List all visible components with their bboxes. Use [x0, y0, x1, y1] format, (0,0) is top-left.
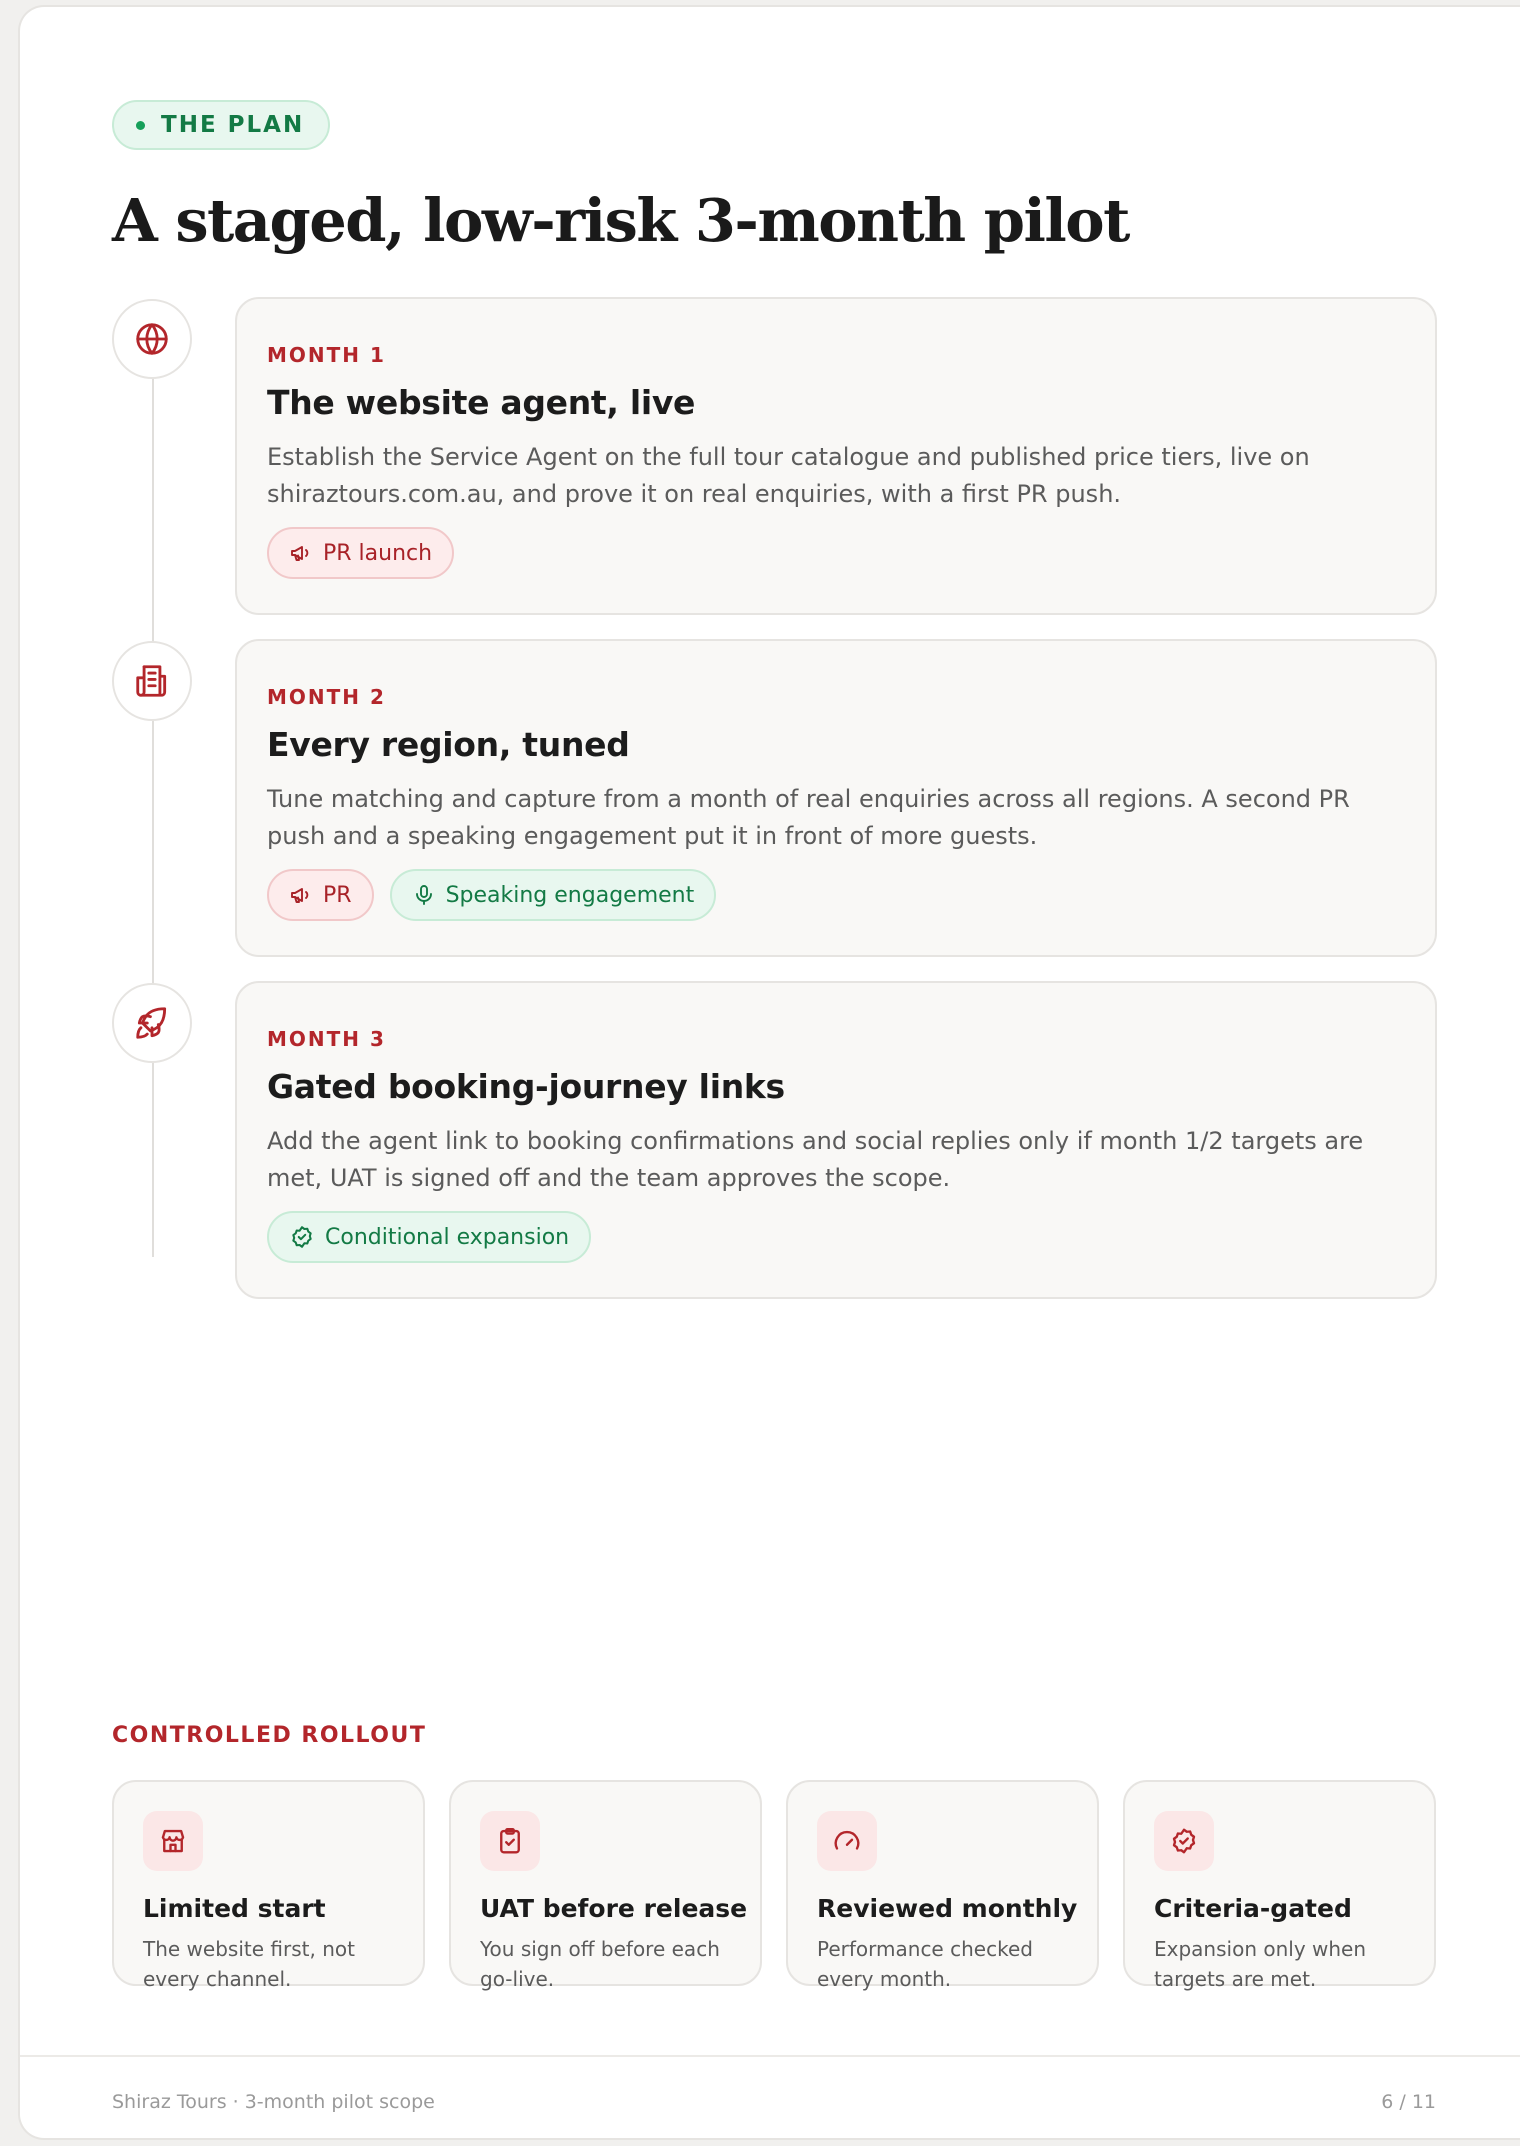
page-number: 6 / 11 — [1381, 2091, 1436, 2113]
globe-icon — [112, 299, 192, 379]
chip-speaking-engagement — [390, 869, 717, 921]
chip-pr — [267, 869, 374, 921]
month-title: Gated booking-journey links — [267, 1067, 785, 1106]
timeline-connector — [152, 337, 154, 1257]
month-title: Every region, tuned — [267, 725, 630, 764]
microphone-icon — [412, 883, 436, 907]
rollout-card-uat — [449, 1780, 762, 1991]
rollout-title: UAT before release — [480, 1894, 748, 1923]
rollout-description: Performance checked every month. — [817, 1937, 1033, 1991]
chip-label: PR launch — [323, 540, 433, 566]
month-card-1 — [235, 297, 1437, 615]
megaphone-icon — [289, 883, 313, 907]
clipboard-check-icon — [480, 1811, 540, 1871]
month-description: Tune matching and capture from a month of real enquiries across all regions. A second PR push and a speaking engagement put it in front of more guests. — [267, 785, 1350, 850]
check-badge-icon — [289, 1224, 315, 1250]
month-chips — [267, 1211, 591, 1263]
rollout-title: Criteria-gated — [1154, 1894, 1352, 1923]
rollout-card-limited-start — [112, 1780, 425, 1991]
rollout-description: You sign off before each go-live. — [480, 1937, 720, 1991]
chip-conditional-expansion — [267, 1211, 591, 1263]
chip-label: PR — [323, 882, 352, 908]
month-description: Establish the Service Agent on the full tour catalogue and published price tiers, live on shiraztours.com.au, and prove it on real enquiries, with a first PR push. — [267, 443, 1310, 508]
month-label: MONTH 1 — [267, 343, 386, 367]
chip-label: Speaking engagement — [445, 882, 695, 908]
month-chips — [267, 869, 716, 921]
rollout-description: The website first, not every channel. — [143, 1937, 355, 1991]
month-title: The website agent, live — [267, 383, 696, 422]
page-title: A staged, low-risk 3-month pilot — [112, 186, 1129, 255]
gauge-icon — [817, 1811, 877, 1871]
section-eyebrow-badge — [112, 100, 330, 150]
month-card-2 — [235, 639, 1437, 957]
rollout-title: Reviewed monthly — [817, 1894, 1078, 1923]
rocket-icon — [112, 983, 192, 1063]
month-chips — [267, 527, 454, 579]
store-icon — [143, 1811, 203, 1871]
footer-caption: Shiraz Tours · 3-month pilot scope — [112, 2091, 435, 2113]
rollout-description: Expansion only when targets are met. — [1154, 1937, 1367, 1991]
rollout-title: Limited start — [143, 1894, 326, 1923]
rollout-card-reviewed-monthly — [786, 1780, 1099, 1991]
month-label: MONTH 3 — [267, 1027, 386, 1051]
month-description: Add the agent link to booking confirmations and social replies only if month 1/2 targets are met, UAT is signed off and the team approves the scope. — [267, 1127, 1364, 1192]
chip-pr-launch — [267, 527, 454, 579]
month-card-3 — [235, 981, 1437, 1299]
footer-divider — [20, 2055, 1520, 2057]
eyebrow-label: THE PLAN — [161, 112, 305, 138]
check-badge-icon — [1154, 1811, 1214, 1871]
rollout-card-criteria-gated — [1123, 1780, 1436, 1991]
newspaper-icon — [112, 641, 192, 721]
rollout-section-label: CONTROLLED ROLLOUT — [112, 1723, 427, 1748]
megaphone-icon — [289, 541, 313, 565]
dot-icon — [136, 121, 145, 130]
slide-page — [18, 5, 1520, 2140]
chip-label: Conditional expansion — [325, 1224, 570, 1250]
month-label: MONTH 2 — [267, 685, 386, 709]
